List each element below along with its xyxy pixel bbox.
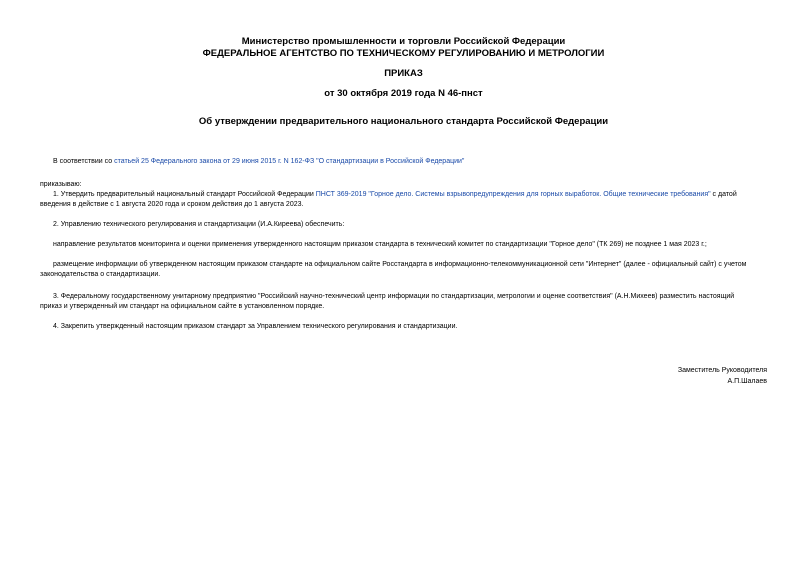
item3-line1: 3. Федеральному государственному унитарному предприятию "Российский научно-технический центр информации по стандартизации, метрологии и оценке соответствия" (А.Н.Михеев) разместить настоящий xyxy=(53,293,735,300)
intro-paragraph xyxy=(53,156,464,167)
document-type: ПРИКАЗ xyxy=(384,68,423,79)
item2a-paragraph: направление результатов мониторинга и оценки применения утвержденного настоящим приказом стандарта в технический комитет по стандартизации "Горное дело" (ТК 269) не позднее 1 мая 2023 г.; xyxy=(53,241,707,248)
item1-prefix: 1. Утвердить предварительный национальный стандарт Российской Федерации xyxy=(53,191,316,198)
item2b-line1: размещение информации об утвержденном настоящим приказом стандарте на официальном сайте Росстандарта в информационно-телекоммуникационной сети "Интернет" (далее - официальный сайт) с учетом xyxy=(53,261,747,268)
ministry-title: Министерство промышленности и торговли Российской Федерации xyxy=(241,36,566,47)
law-link[interactable]: статьей 25 Федерального закона от 29 июня 2015 г. N 162-ФЗ "О стандартизации в Российской Федерации" xyxy=(114,158,465,165)
item2b-line2: законодательства о стандартизации. xyxy=(40,271,161,278)
item1-line2: введения в действие с 1 августа 2020 года и сроком действия до 1 августа 2023. xyxy=(40,201,304,208)
item1-suffix: с датой xyxy=(710,191,737,198)
order-word: приказываю: xyxy=(40,181,82,188)
standard-link[interactable]: ПНСТ 369-2019 "Горное дело. Системы взрывопредупреждения для горных выработок. Общие технические требования" xyxy=(315,191,711,198)
item3-line2: приказ и утвержденный им стандарт на официальном сайте в установленном порядке. xyxy=(40,303,325,310)
agency-title: ФЕДЕРАЛЬНОЕ АГЕНТСТВО ПО ТЕХНИЧЕСКОМУ РЕГУЛИРОВАНИЮ И МЕТРОЛОГИИ xyxy=(202,48,605,59)
item4-paragraph: 4. Закрепить утвержденный настоящим приказом стандарт за Управлением технического регулирования и стандартизации. xyxy=(53,323,458,330)
signature-name: А.П.Шалаев xyxy=(727,378,767,385)
item2-paragraph: 2. Управлению технического регулирования и стандартизации (И.А.Киреева) обеспечить: xyxy=(53,221,345,228)
document-date-number: от 30 октября 2019 года N 46-пнст xyxy=(324,88,483,99)
document-subject: Об утверждении предварительного национального стандарта Российской Федерации xyxy=(198,116,609,127)
signature-title: Заместитель Руководителя xyxy=(677,367,767,374)
intro-prefix: В соответствии со xyxy=(53,158,115,165)
